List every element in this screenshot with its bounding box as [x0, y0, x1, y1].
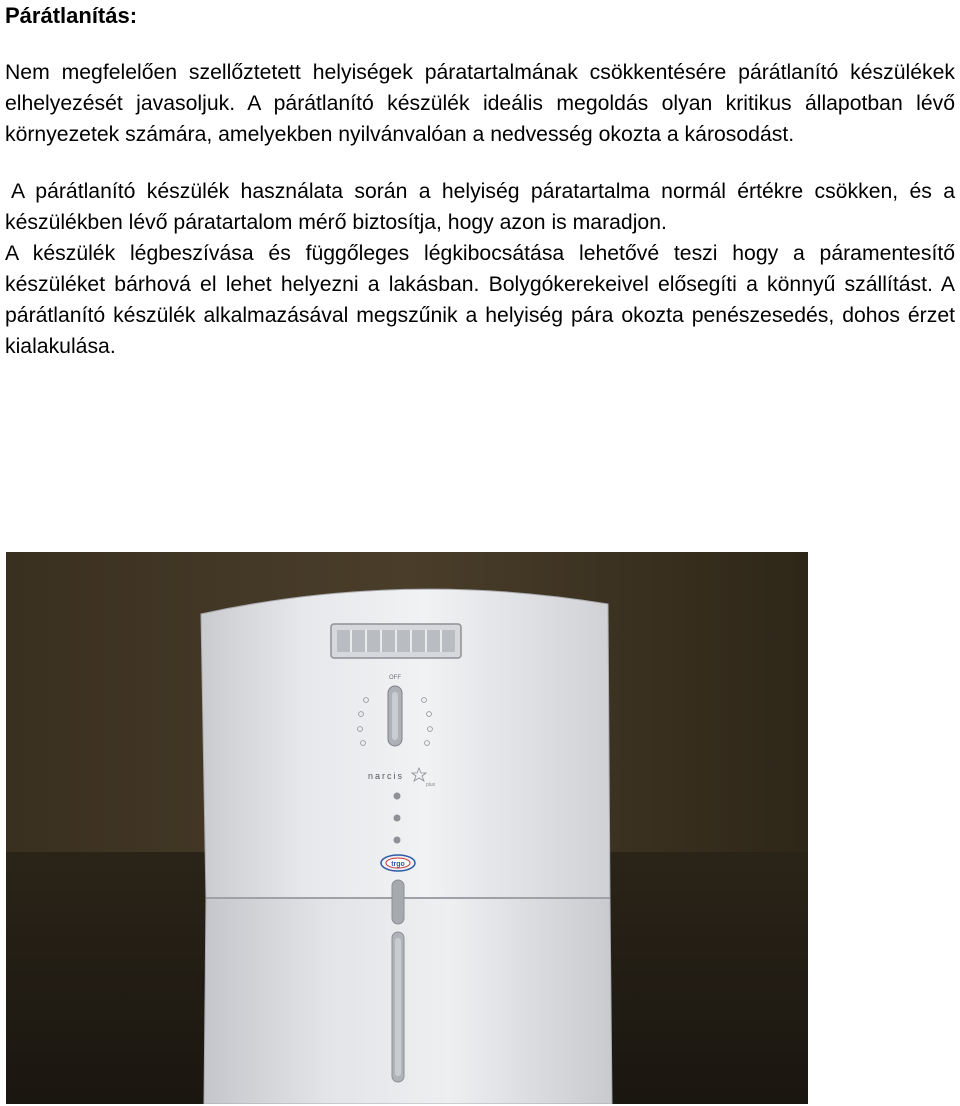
dial-top-label: OFF [389, 675, 401, 681]
paragraph-features: A készülék légbeszívása és függőleges légkibocsátása lehetővé teszi hogy a páramentesítő készüléket bárhová el lehet helyezni a lakásban. Bolygókerekeivel elősegíti a könnyű szállítást. A párátlanító készülék alkalmazásával megszűnik a helyiség pára okozta penészesedés, dohos érzet kialakulása. [5, 242, 955, 358]
dehumidifier-illustration [6, 552, 808, 1104]
water-tank [204, 898, 612, 1104]
section-heading: Párátlanítás: [5, 3, 138, 28]
indicator-light-3 [394, 837, 401, 844]
brand-badge [381, 855, 415, 871]
indicator-light-1 [394, 793, 401, 800]
svg-text:plus: plus [426, 782, 436, 788]
brand-label: narcis [367, 771, 405, 781]
air-outlet-grille [331, 624, 461, 658]
document-body [5, 0, 955, 362]
tank-handle [392, 880, 404, 924]
dehumidifier-photo [6, 552, 808, 1104]
indicator-light-2 [394, 815, 401, 822]
paragraph-usage: A párátlanító készülék használata során a helyiség páratartalma normál értékre csökken, és a készülékben lévő páratartalom mérő biztosítja, hogy azon is maradjon. [5, 180, 955, 234]
badge-label: trgo [391, 861, 405, 868]
paragraph-intro: Nem megfelelően szellőztetett helyiségek páratartalmának csökkentésére párátlanító készülékek elhelyezését javasoljuk. A párátlanító készülék ideális megoldás olyan kritikus állapotban lévő környezetek számára, amelyekben nyilvánvalóan a nedvesség okozta a károsodást. [5, 61, 955, 146]
